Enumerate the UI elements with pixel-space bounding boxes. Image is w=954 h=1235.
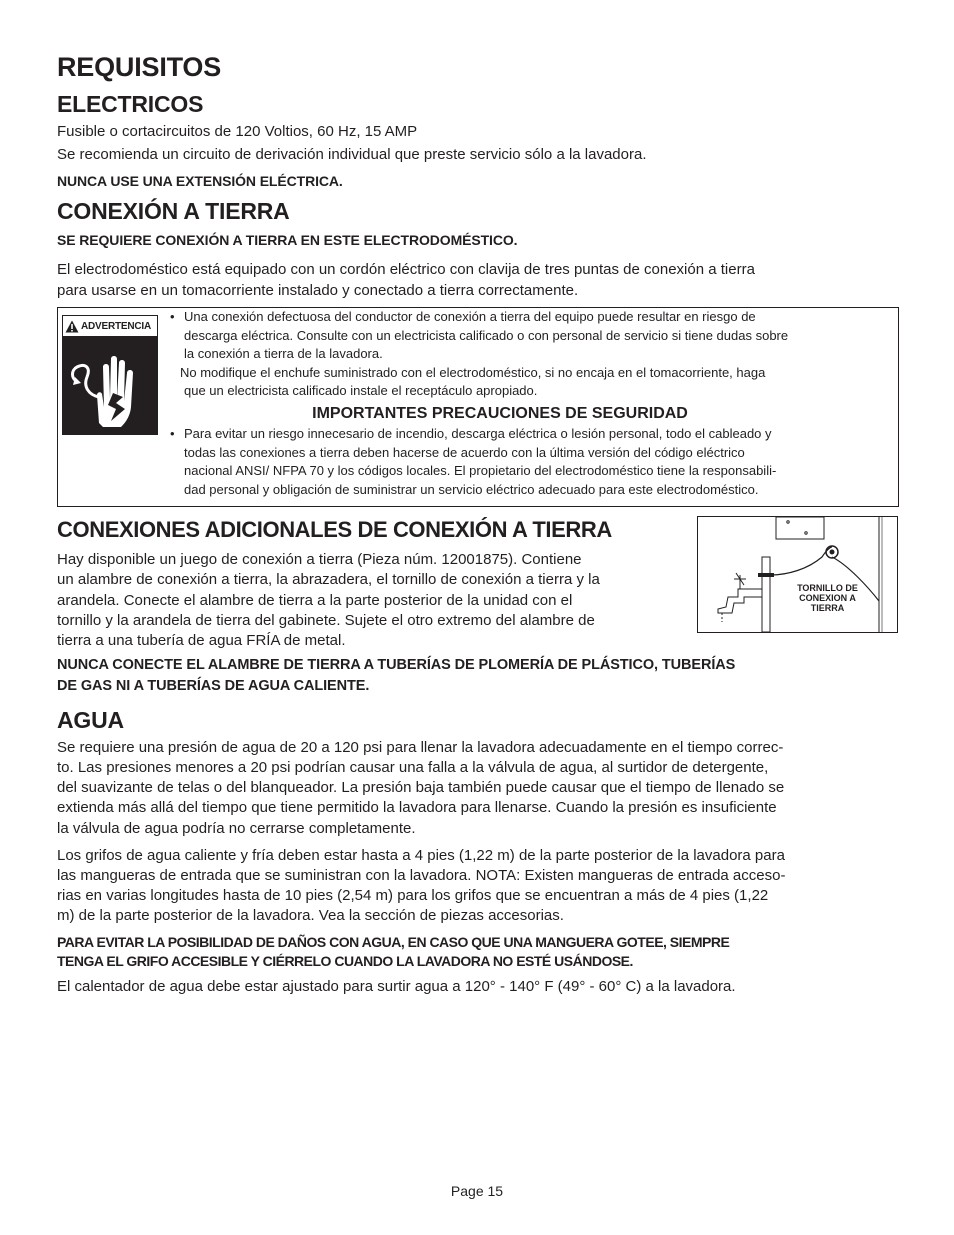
agua-p1-line-4: extienda más allá del tiempo que tiene permitido la lavadora para llenarse. Cuando la presión es insuficiente [57, 799, 777, 816]
warning-triangle-icon [65, 320, 79, 333]
agua-heading: AGUA [57, 707, 124, 733]
adicionales-line-3: arandela. Conecte el alambre de tierra a la parte posterior de la unidad con el [57, 592, 573, 609]
adicionales-line-4: tornillo y la arandela de tierra del gabinete. Sujete el otro extremo del alambre de [57, 612, 595, 629]
warning-bullet-3: • Para evitar un riesgo innecesario de incendio, descarga eléctrica o lesión personal, todo el cableado y todas las conexiones a tierra deben hacerse de acuerdo con la última versión del código eléctrico nacional ANSI/ NFPA 70 y los códigos locales. El propietario del electrodoméstico tiene la responsabili- dad personal y obligación de suministrar un servicio eléctrico adecuado para este electrodoméstico. [170, 425, 777, 497]
adicionales-heading: CONEXIONES ADICIONALES DE CONEXIÓN A TIERRA [57, 517, 612, 542]
electricos-line-1: Fusible o cortacircuitos de 120 Voltios, 60 Hz, 15 AMP [57, 123, 418, 140]
agua-p3: El calentador de agua debe estar ajustado para surtir agua a 120° - 140° F (49° - 60° C) a la lavadora. [57, 978, 736, 995]
electricos-warning: NUNCA USE UNA EXTENSIÓN ELÉCTRICA. [57, 173, 343, 189]
adicionales-line-1: Hay disponible un juego de conexión a tierra (Pieza núm. 12001875). Contiene [57, 551, 582, 568]
adicionales-warning-line-2: DE GAS NI A TUBERÍAS DE AGUA CALIENTE. [57, 678, 370, 694]
warning-label [63, 316, 157, 337]
conexion-required: SE REQUIERE CONEXIÓN A TIERRA EN ESTE ELECTRODOMÉSTICO. [57, 232, 518, 248]
grounding-figure [697, 516, 898, 633]
agua-p2-line-2: las mangueras de entrada que se suministran con la lavadora. NOTA: Existen mangueras de entrada acceso- [57, 867, 786, 884]
warning-label-text: ADVERTENCIA [81, 320, 152, 332]
figure-label: TORNILLO DE CONEXION A TIERRA [797, 583, 858, 613]
electricos-line-2: Se recomienda un circuito de derivación individual que preste servicio sólo a la lavadora. [57, 146, 647, 163]
warning-bullet-1: • Una conexión defectuosa del conductor de conexión a tierra del equipo puede resultar en riesgo de descarga eléctrica. Consulte con un electricista calificado o con personal de servicio si tiene dudas sobre la conexión a tierra de la lavadora. [170, 309, 789, 362]
warning-text [170, 308, 890, 499]
page-title: REQUISITOS [57, 52, 222, 82]
agua-p1-line-2: to. Las presiones menores a 20 psi podrían causar una falla a la válvula de agua, al surtidor de detergente, [57, 759, 769, 776]
conexion-para-line-1: El electrodoméstico está equipado con un cordón eléctrico con clavija de tres puntas de conexión a tierra [57, 261, 755, 278]
warning-bullet-2: No modifique el enchufe suministrado con el electrodoméstico, si no encaja en el tomacorriente, haga que un electricista calificado instale el receptáculo apropiado. [180, 364, 766, 399]
agua-p2-line-3: rias en varias longitudes hasta de 10 pies (2,54 m) para los grifos que se encuentran a más de 4 pies (1,22 [57, 887, 769, 904]
agua-p1-line-5: la válvula de agua podría no cerrarse completamente. [57, 820, 416, 837]
page-number: Page 15 [450, 1183, 504, 1199]
agua-p2-line-4: m) de la parte posterior de la lavadora. Vea la sección de piezas accesorias. [57, 907, 564, 924]
adicionales-line-5: tierra a una tubería de agua FRÍA de metal. [57, 632, 346, 649]
agua-p1-line-1: Se requiere una presión de agua de 20 a 120 psi para llenar la lavadora adecuadamente en el tiempo correc- [57, 739, 784, 756]
shock-hazard-icon [63, 337, 157, 434]
agua-warning-line-1: PARA EVITAR LA POSIBILIDAD DE DAÑOS CON AGUA, EN CASO QUE UNA MANGUERA GOTEE, SIEMPRE [57, 934, 730, 950]
conexion-para-line-2: para usarse en un tomacorriente instalado y conectado a tierra correctamente. [57, 282, 579, 299]
adicionales-warning-line-1: NUNCA CONECTE EL ALAMBRE DE TIERRA A TUBERÍAS DE PLOMERÍA DE PLÁSTICO, TUBERÍAS [57, 657, 736, 673]
faucet-illustration-icon [698, 517, 897, 632]
warning-symbol [62, 315, 158, 435]
warning-box [57, 307, 899, 507]
electricos-heading: ELECTRICOS [57, 91, 204, 117]
agua-p2-line-1: Los grifos de agua caliente y fría deben estar hasta a 4 pies (1,22 m) de la parte posterior de la lavadora para [57, 847, 785, 864]
agua-p1-line-3: del suavizante de telas o del blanqueador. La presión baja también puede causar que el tiempo de llenado se [57, 779, 785, 796]
precautions-title: IMPORTANTES PRECAUCIONES DE SEGURIDAD [312, 404, 688, 422]
agua-warning-line-2: TENGA EL GRIFO ACCESIBLE Y CIÉRRELO CUANDO LA LAVADORA NO ESTÉ USÁNDOSE. [57, 953, 633, 969]
adicionales-line-2: un alambre de conexión a tierra, la abrazadera, el tornillo de conexión a tierra y la [57, 571, 600, 588]
conexion-heading: CONEXIÓN A TIERRA [57, 198, 290, 224]
